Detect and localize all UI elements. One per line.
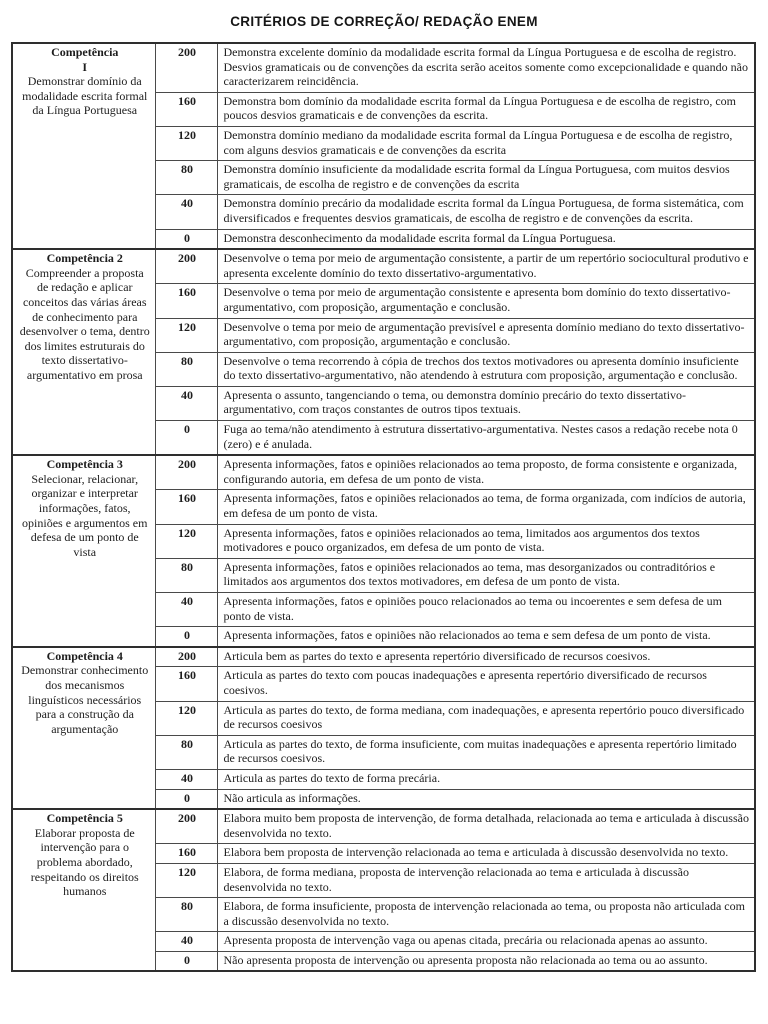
competencia-description: Selecionar, relacionar, organizar e interpretar informações, fatos, opiniões e argumentos em defesa de um ponto de vista — [22, 471, 148, 559]
score-cell: 40 — [155, 769, 217, 789]
criteria-cell: Apresenta informações, fatos e opiniões relacionados ao tema, mas desorganizados ou contraditórios e limitados aos argumentos dos textos motivadores, em defesa de um ponto de vista. — [217, 558, 755, 592]
criteria-cell: Não apresenta proposta de intervenção ou apresenta proposta não relacionada ao tema ou ao assunto. — [217, 951, 755, 971]
score-cell: 160 — [155, 667, 217, 701]
criteria-cell: Apresenta informações, fatos e opiniões relacionados ao tema, de forma organizada, com indícios de autoria, em defesa de um ponto de vista. — [217, 490, 755, 524]
score-cell: 160 — [155, 844, 217, 864]
score-cell: 160 — [155, 92, 217, 126]
score-cell: 200 — [155, 647, 217, 667]
table-row — [12, 647, 755, 667]
competencia-description: Demonstrar conhecimento dos mecanismos linguísticos necessários para a construção da argumentação — [21, 663, 149, 736]
table-row — [12, 809, 755, 844]
score-cell: 200 — [155, 809, 217, 844]
score-cell: 120 — [155, 126, 217, 160]
criteria-cell: Demonstra excelente domínio da modalidade escrita formal da Língua Portuguesa e de escolha de registro. Desvios gramaticais ou de convenções da escrita serão aceitos somente como excepcionalidade e quando não caracterizarem reincidência. — [217, 43, 755, 92]
criteria-cell: Articula as partes do texto, de forma mediana, com inadequações, e apresenta repertório pouco diversificado de recursos coesivos — [217, 701, 755, 735]
criteria-cell: Articula as partes do texto com poucas inadequações e apresenta repertório diversificado de recursos coesivos. — [217, 667, 755, 701]
score-cell: 120 — [155, 318, 217, 352]
competencia-cell — [12, 809, 155, 971]
criteria-cell: Demonstra bom domínio da modalidade escrita formal da Língua Portuguesa e de escolha de registro, com poucos desvios gramaticais e de convenções da escrita. — [217, 92, 755, 126]
competencia-title — [19, 457, 151, 472]
criteria-cell: Apresenta informações, fatos e opiniões relacionados ao tema proposto, de forma consistente e organizada, configurando autoria, em defesa de um ponto de vista. — [217, 455, 755, 490]
criteria-cell: Elabora, de forma mediana, proposta de intervenção relacionada ao tema e articulada à discussão desenvolvida no texto. — [217, 863, 755, 897]
criteria-table — [11, 42, 756, 972]
score-cell: 80 — [155, 352, 217, 386]
score-cell: 160 — [155, 284, 217, 318]
competencia-title-line: I — [82, 59, 88, 74]
table-row — [12, 249, 755, 284]
score-cell: 80 — [155, 735, 217, 769]
competencia-cell — [12, 249, 155, 455]
criteria-cell: Apresenta informações, fatos e opiniões relacionados ao tema, limitados aos argumentos dos textos motivadores e pouco organizados, em defesa de um ponto de vista. — [217, 524, 755, 558]
score-cell: 40 — [155, 593, 217, 627]
criteria-cell: Demonstra domínio precário da modalidade escrita formal da Língua Portuguesa, de forma sistemática, com diversificados e frequentes desvios gramaticais, de escolha de registro e de convenções da escrita. — [217, 195, 755, 229]
criteria-cell: Não articula as informações. — [217, 789, 755, 809]
score-cell: 0 — [155, 229, 217, 249]
score-cell: 0 — [155, 627, 217, 647]
score-cell: 80 — [155, 898, 217, 932]
criteria-cell: Elabora, de forma insuficiente, proposta de intervenção relacionada ao tema, ou proposta não articulada com a discussão desenvolvida no texto. — [217, 898, 755, 932]
competencia-cell — [12, 43, 155, 249]
competencia-title — [19, 45, 151, 74]
score-cell: 200 — [155, 249, 217, 284]
criteria-cell: Articula as partes do texto de forma precária. — [217, 769, 755, 789]
criteria-cell: Apresenta informações, fatos e opiniões pouco relacionados ao tema ou incoerentes e sem defesa de um ponto de vista. — [217, 593, 755, 627]
competencia-title — [19, 649, 151, 664]
criteria-cell: Desenvolve o tema por meio de argumentação previsível e apresenta domínio mediano do texto dissertativo-argumentativo, com proposição, argumentação e conclusão. — [217, 318, 755, 352]
competencia-title-line: Competência 3 — [46, 457, 123, 472]
score-cell: 0 — [155, 951, 217, 971]
criteria-cell: Demonstra domínio insuficiente da modalidade escrita formal da Língua Portuguesa, com muitos desvios gramaticais, de escolha de registro e de convenções da escrita — [217, 161, 755, 195]
competencia-title-line: Competência — [51, 45, 119, 59]
score-cell: 200 — [155, 455, 217, 490]
criteria-cell: Demonstra desconhecimento da modalidade escrita formal da Língua Portuguesa. — [217, 229, 755, 249]
competencia-title — [19, 251, 151, 266]
competencia-cell — [12, 455, 155, 647]
criteria-cell: Apresenta proposta de intervenção vaga ou apenas citada, precária ou relacionada apenas ao assunto. — [217, 932, 755, 952]
score-cell: 160 — [155, 490, 217, 524]
criteria-cell: Elabora muito bem proposta de intervenção, de forma detalhada, relacionada ao tema e articulada à discussão desenvolvida no texto. — [217, 809, 755, 844]
criteria-table-body — [12, 43, 755, 971]
criteria-cell: Apresenta informações, fatos e opiniões não relacionados ao tema e sem defesa de um ponto de vista. — [217, 627, 755, 647]
criteria-cell: Desenvolve o tema por meio de argumentação consistente, a partir de um repertório sociocultural produtivo e apresenta excelente domínio do texto dissertativo-argumentativo. — [217, 249, 755, 284]
criteria-cell: Apresenta o assunto, tangenciando o tema, ou demonstra domínio precário do texto dissertativo-argumentativo, com traços constantes de outros tipos textuais. — [217, 386, 755, 420]
criteria-cell: Articula bem as partes do texto e apresenta repertório diversificado de recursos coesivos. — [217, 647, 755, 667]
criteria-cell: Elabora bem proposta de intervenção relacionada ao tema e articulada à discussão desenvolvida no texto. — [217, 844, 755, 864]
criteria-cell: Desenvolve o tema por meio de argumentação consistente e apresenta bom domínio do texto dissertativo-argumentativo, com proposição, argumentação e conclusão. — [217, 284, 755, 318]
competencia-title — [19, 811, 151, 826]
table-row — [12, 455, 755, 490]
criteria-cell: Demonstra domínio mediano da modalidade escrita formal da Língua Portuguesa e de escolha de registro, com alguns desvios gramaticais e de convenções da escrita — [217, 126, 755, 160]
score-cell: 200 — [155, 43, 217, 92]
criteria-cell: Articula as partes do texto, de forma insuficiente, com muitas inadequações e apresenta repertório limitado de recursos coesivos. — [217, 735, 755, 769]
score-cell: 0 — [155, 421, 217, 456]
score-cell: 120 — [155, 701, 217, 735]
competencia-cell — [12, 647, 155, 809]
criteria-cell: Desenvolve o tema recorrendo à cópia de trechos dos textos motivadores ou apresenta domínio insuficiente do texto dissertativo-argumentativo, não atendendo à estrutura com proposição, argumentação e conclusão. — [217, 352, 755, 386]
score-cell: 40 — [155, 932, 217, 952]
competencia-title-line: Competência 4 — [46, 648, 123, 663]
competencia-title-line: Competência 5 — [46, 811, 123, 826]
score-cell: 120 — [155, 524, 217, 558]
score-cell: 0 — [155, 789, 217, 809]
score-cell: 80 — [155, 558, 217, 592]
table-row — [12, 43, 755, 92]
score-cell: 80 — [155, 161, 217, 195]
competencia-title-line: Competência 2 — [46, 251, 123, 266]
score-cell: 40 — [155, 386, 217, 420]
page-title: CRITÉRIOS DE CORREÇÃO/ REDAÇÃO ENEM — [230, 14, 538, 29]
criteria-cell: Fuga ao tema/não atendimento à estrutura dissertativo-argumentativa. Nestes casos a redação recebe nota 0 (zero) e é anulada. — [217, 421, 755, 456]
score-cell: 40 — [155, 195, 217, 229]
competencia-description: Demonstrar domínio da modalidade escrita formal da Língua Portuguesa — [22, 74, 148, 118]
score-cell: 120 — [155, 863, 217, 897]
competencia-description: Elaborar proposta de intervenção para o problema abordado, respeitando os direitos humanos — [30, 825, 139, 899]
competencia-description: Compreender a proposta de redação e aplicar conceitos das várias áreas de conhecimento para desenvolver o tema, dentro dos limites estruturais do texto dissertativo-argumentativo em prosa — [19, 265, 150, 382]
